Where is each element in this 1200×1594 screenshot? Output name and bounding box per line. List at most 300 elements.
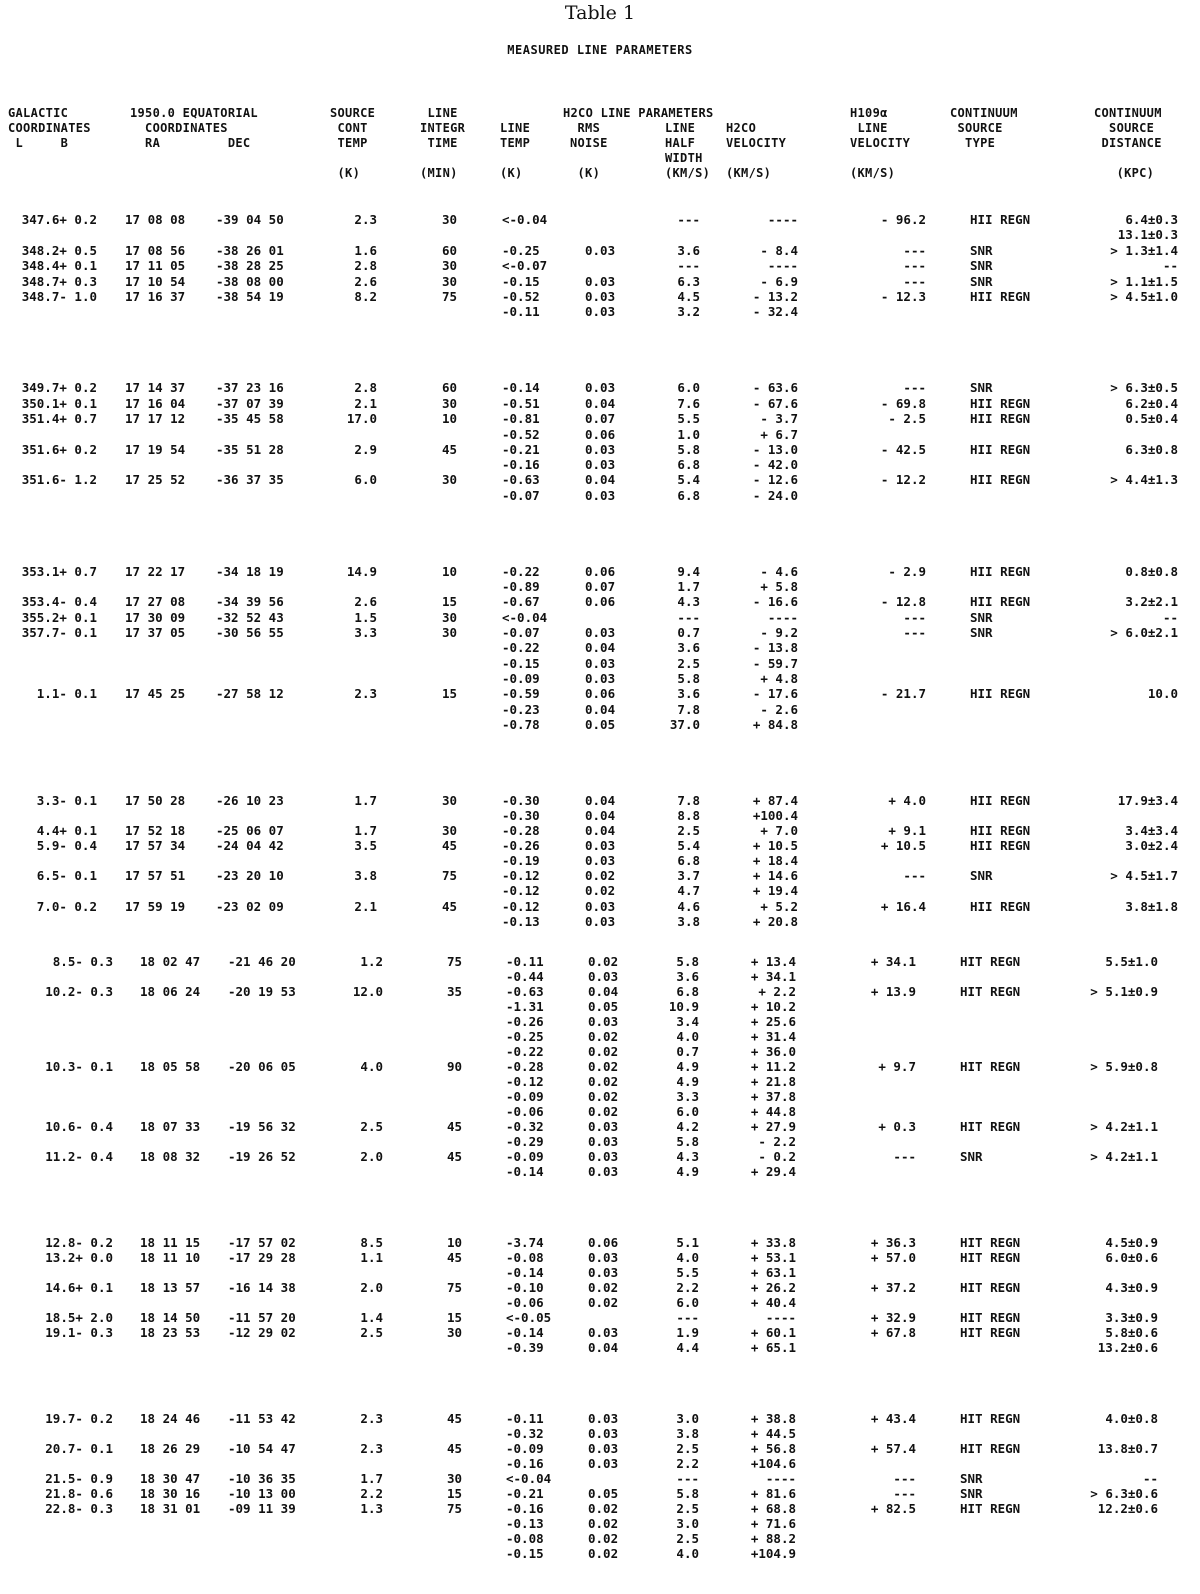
h109-velocity-cell: + 32.9 <box>870 1310 916 1325</box>
rms-noise-cell: 0.06 <box>585 686 616 701</box>
integration-time-cell: 45 <box>441 838 457 853</box>
line-temp-cell: -0.07 <box>502 625 540 640</box>
h109-velocity-cell: + 13.9 <box>870 984 916 999</box>
continuum-distance-cell: 3.0±2.4 <box>1125 838 1178 853</box>
rms-noise-cell: 0.02 <box>588 1059 619 1074</box>
ra-cell: 17 14 37 <box>125 380 186 395</box>
galactic-coordinates-cell: 12.8- 0.2 <box>45 1235 113 1250</box>
line-temp-cell: -0.07 <box>502 488 540 503</box>
h109-velocity-cell: --- <box>903 258 926 273</box>
h2co-velocity-cell: - 13.8 <box>752 640 798 655</box>
dec-cell: -09 11 39 <box>228 1501 296 1516</box>
line-temp-cell: -0.12 <box>502 883 540 898</box>
integration-time-cell: 30 <box>441 610 457 625</box>
continuum-type-cell: SNR <box>970 274 993 289</box>
h2co-velocity-cell: + 21.8 <box>750 1074 796 1089</box>
galactic-coordinates-cell: 348.7+ 0.3 <box>21 274 97 289</box>
h2co-velocity-cell: ---- <box>767 258 798 273</box>
line-temp-cell: -0.44 <box>506 969 544 984</box>
integration-time-cell: 30 <box>441 625 457 640</box>
half-width-cell: 2.2 <box>676 1456 699 1471</box>
line-temp-cell: <-0.04 <box>502 610 548 625</box>
ra-cell: 17 16 04 <box>125 396 186 411</box>
h109-velocity-cell: --- <box>903 243 926 258</box>
half-width-cell: 7.8 <box>677 793 700 808</box>
half-width-cell: 5.5 <box>677 411 700 426</box>
h109-velocity-cell: --- <box>893 1486 916 1501</box>
rms-noise-cell: 0.03 <box>588 1411 619 1426</box>
line-temp-cell: -0.11 <box>506 1411 544 1426</box>
ra-cell: 17 59 19 <box>125 899 186 914</box>
continuum-distance-cell: > 5.9±0.8 <box>1090 1059 1158 1074</box>
half-width-cell: 1.0 <box>677 427 700 442</box>
ra-cell: 18 07 33 <box>140 1119 201 1134</box>
integration-time-cell: 45 <box>441 899 457 914</box>
h109-velocity-cell: --- <box>903 380 926 395</box>
line-temp-cell: -0.30 <box>502 808 540 823</box>
continuum-type-cell: HII REGN <box>970 564 1031 579</box>
rms-noise-cell: 0.03 <box>588 1014 619 1029</box>
header-line-temp: LINE TEMP (K) <box>500 121 531 180</box>
dec-cell: -23 02 09 <box>216 899 284 914</box>
rms-noise-cell: 0.02 <box>588 1029 619 1044</box>
rms-noise-cell: 0.02 <box>588 1501 619 1516</box>
galactic-coordinates-cell: 348.2+ 0.5 <box>21 243 97 258</box>
rms-noise-cell: 0.06 <box>585 427 616 442</box>
continuum-type-cell: SNR <box>970 258 993 273</box>
integration-time-cell: 35 <box>446 984 462 999</box>
half-width-cell: 4.3 <box>677 594 700 609</box>
line-temp-cell: -0.39 <box>506 1340 544 1355</box>
line-temp-cell: <-0.05 <box>506 1310 552 1325</box>
line-temp-cell: -0.26 <box>502 838 540 853</box>
h2co-velocity-cell: + 87.4 <box>752 793 798 808</box>
source-cont-temp-cell: 1.2 <box>360 954 383 969</box>
rms-noise-cell: 0.03 <box>585 853 616 868</box>
h2co-velocity-cell: - 16.6 <box>752 594 798 609</box>
continuum-type-cell: HIT REGN <box>960 1059 1021 1074</box>
source-cont-temp-cell: 2.1 <box>354 899 377 914</box>
half-width-cell: 5.8 <box>676 1134 699 1149</box>
h2co-velocity-cell: + 38.8 <box>750 1411 796 1426</box>
galactic-coordinates-cell: 18.5+ 2.0 <box>45 1310 113 1325</box>
ra-cell: 17 45 25 <box>125 686 186 701</box>
dec-cell: -37 23 16 <box>216 380 284 395</box>
source-cont-temp-cell: 6.0 <box>354 472 377 487</box>
half-width-cell: 5.5 <box>676 1265 699 1280</box>
continuum-distance-cell: > 4.2±1.1 <box>1090 1119 1158 1134</box>
h2co-velocity-cell: - 2.2 <box>758 1134 796 1149</box>
integration-time-cell: 15 <box>446 1486 462 1501</box>
header-galactic-coordinates: GALACTIC COORDINATES L B <box>8 106 91 150</box>
h2co-velocity-cell: + 33.8 <box>750 1235 796 1250</box>
half-width-cell: 3.3 <box>676 1089 699 1104</box>
line-temp-cell: -0.25 <box>502 243 540 258</box>
dec-cell: -38 26 01 <box>216 243 284 258</box>
integration-time-cell: 75 <box>446 1280 462 1295</box>
rms-noise-cell: 0.02 <box>588 1516 619 1531</box>
dec-cell: -17 29 28 <box>228 1250 296 1265</box>
header-h109-line-velocity: H109α LINE VELOCITY (KM/S) <box>850 106 911 180</box>
dec-cell: -35 51 28 <box>216 442 284 457</box>
half-width-cell: 4.5 <box>677 289 700 304</box>
rms-noise-cell: 0.03 <box>588 1426 619 1441</box>
line-temp-cell: -0.21 <box>506 1486 544 1501</box>
continuum-distance-cell: 12.2±0.6 <box>1097 1501 1158 1516</box>
h109-velocity-cell: + 57.0 <box>870 1250 916 1265</box>
line-temp-cell: -0.22 <box>502 564 540 579</box>
continuum-distance-cell: -- <box>1162 258 1178 273</box>
source-cont-temp-cell: 2.8 <box>354 380 377 395</box>
integration-time-cell: 10 <box>446 1235 462 1250</box>
h109-velocity-cell: + 34.1 <box>870 954 916 969</box>
line-temp-cell: -0.12 <box>506 1074 544 1089</box>
integration-time-cell: 10 <box>441 564 457 579</box>
continuum-distance-cell: -- <box>1162 610 1178 625</box>
half-width-cell: 4.9 <box>676 1164 699 1179</box>
half-width-cell: 7.6 <box>677 396 700 411</box>
source-cont-temp-cell: 2.0 <box>360 1149 383 1164</box>
source-cont-temp-cell: 3.3 <box>354 625 377 640</box>
line-temp-cell: -0.09 <box>506 1149 544 1164</box>
h2co-velocity-cell: + 36.0 <box>750 1044 796 1059</box>
integration-time-cell: 30 <box>441 258 457 273</box>
header-line-integr-time: LINE INTEGR TIME (MIN) <box>420 106 466 180</box>
h2co-velocity-cell: + 53.1 <box>750 1250 796 1265</box>
half-width-cell: 3.6 <box>676 969 699 984</box>
galactic-coordinates-cell: 348.7- 1.0 <box>21 289 97 304</box>
line-temp-cell: -0.15 <box>502 274 540 289</box>
h2co-velocity-cell: + 44.5 <box>750 1426 796 1441</box>
half-width-cell: 2.5 <box>676 1501 699 1516</box>
h2co-velocity-cell: + 31.4 <box>750 1029 796 1044</box>
h2co-velocity-cell: + 84.8 <box>752 717 798 732</box>
rms-noise-cell: 0.03 <box>585 488 616 503</box>
rms-noise-cell: 0.03 <box>588 1164 619 1179</box>
continuum-distance-cell: 6.2±0.4 <box>1125 396 1178 411</box>
half-width-cell: 0.7 <box>676 1044 699 1059</box>
line-temp-cell: <-0.04 <box>502 212 548 227</box>
ra-cell: 17 57 51 <box>125 868 186 883</box>
integration-time-cell: 45 <box>446 1441 462 1456</box>
h2co-velocity-cell: - 42.0 <box>752 457 798 472</box>
h2co-velocity-cell: + 20.8 <box>752 914 798 929</box>
continuum-type-cell: HII REGN <box>970 838 1031 853</box>
line-temp-cell: -0.21 <box>502 442 540 457</box>
continuum-type-cell: SNR <box>970 610 993 625</box>
h2co-velocity-cell: + 71.6 <box>750 1516 796 1531</box>
half-width-cell: 2.5 <box>677 656 700 671</box>
line-temp-cell: -0.14 <box>506 1164 544 1179</box>
continuum-type-cell: HII REGN <box>970 212 1031 227</box>
source-cont-temp-cell: 8.2 <box>354 289 377 304</box>
header-h2co-velocity: H2CO VELOCITY (KM/S) <box>726 121 787 180</box>
dec-cell: -24 04 42 <box>216 838 284 853</box>
source-cont-temp-cell: 2.0 <box>360 1280 383 1295</box>
h2co-velocity-cell: + 26.2 <box>750 1280 796 1295</box>
header-continuum-source-distance: CONTINUUM SOURCE DISTANCE (KPC) <box>1094 106 1162 180</box>
h2co-velocity-cell: + 34.1 <box>750 969 796 984</box>
half-width-cell: 5.4 <box>677 838 700 853</box>
h109-velocity-cell: + 43.4 <box>870 1411 916 1426</box>
continuum-type-cell: HII REGN <box>970 396 1031 411</box>
line-temp-cell: -0.11 <box>502 304 540 319</box>
half-width-cell: 3.6 <box>677 640 700 655</box>
line-temp-cell: -1.31 <box>506 999 544 1014</box>
h2co-velocity-cell: - 12.6 <box>752 472 798 487</box>
source-cont-temp-cell: 1.3 <box>360 1501 383 1516</box>
integration-time-cell: 30 <box>441 793 457 808</box>
continuum-type-cell: HII REGN <box>970 793 1031 808</box>
half-width-cell: 2.5 <box>676 1531 699 1546</box>
ra-cell: 18 31 01 <box>140 1501 201 1516</box>
rms-noise-cell: 0.03 <box>585 243 616 258</box>
line-temp-cell: -0.63 <box>502 472 540 487</box>
galactic-coordinates-cell: 349.7+ 0.2 <box>21 380 97 395</box>
h109-velocity-cell: --- <box>893 1149 916 1164</box>
integration-time-cell: 30 <box>441 212 457 227</box>
half-width-cell: 4.0 <box>676 1546 699 1561</box>
galactic-coordinates-cell: 10.2- 0.3 <box>45 984 113 999</box>
h2co-velocity-cell: + 14.6 <box>752 868 798 883</box>
h2co-velocity-cell: + 88.2 <box>750 1531 796 1546</box>
line-temp-cell: -0.22 <box>506 1044 544 1059</box>
continuum-distance-cell: 4.3±0.9 <box>1105 1280 1158 1295</box>
integration-time-cell: 45 <box>446 1250 462 1265</box>
h109-velocity-cell: --- <box>903 625 926 640</box>
dec-cell: -38 54 19 <box>216 289 284 304</box>
h2co-velocity-cell: + 65.1 <box>750 1340 796 1355</box>
half-width-cell: 4.7 <box>677 883 700 898</box>
rms-noise-cell: 0.05 <box>588 1486 619 1501</box>
h2co-velocity-cell: - 2.6 <box>760 702 798 717</box>
h2co-velocity-cell: + 40.4 <box>750 1295 796 1310</box>
galactic-coordinates-cell: 10.6- 0.4 <box>45 1119 113 1134</box>
integration-time-cell: 75 <box>441 289 457 304</box>
half-width-cell: 5.8 <box>677 671 700 686</box>
continuum-type-cell: SNR <box>960 1471 983 1486</box>
dec-cell: -35 45 58 <box>216 411 284 426</box>
continuum-distance-cell: > 4.5±1.0 <box>1110 289 1178 304</box>
h2co-velocity-cell: - 6.9 <box>760 274 798 289</box>
half-width-cell: 10.9 <box>668 999 699 1014</box>
source-cont-temp-cell: 1.7 <box>360 1471 383 1486</box>
galactic-coordinates-cell: 353.4- 0.4 <box>21 594 97 609</box>
ra-cell: 18 24 46 <box>140 1411 201 1426</box>
source-cont-temp-cell: 2.3 <box>360 1411 383 1426</box>
h109-velocity-cell: + 9.1 <box>888 823 926 838</box>
h2co-velocity-cell: + 27.9 <box>750 1119 796 1134</box>
continuum-distance-cell: 0.8±0.8 <box>1125 564 1178 579</box>
galactic-coordinates-cell: 347.6+ 0.2 <box>21 212 97 227</box>
line-temp-cell: -0.14 <box>502 380 540 395</box>
line-temp-cell: -0.09 <box>506 1441 544 1456</box>
continuum-distance-cell: 13.8±0.7 <box>1097 1441 1158 1456</box>
rms-noise-cell: 0.03 <box>588 1149 619 1164</box>
h109-velocity-cell: - 96.2 <box>880 212 926 227</box>
line-temp-cell: -0.30 <box>502 793 540 808</box>
rms-noise-cell: 0.04 <box>585 472 616 487</box>
integration-time-cell: 30 <box>441 472 457 487</box>
continuum-type-cell: SNR <box>970 243 993 258</box>
h2co-velocity-cell: + 5.2 <box>760 899 798 914</box>
line-temp-cell: -0.19 <box>502 853 540 868</box>
dec-cell: -11 57 20 <box>228 1310 296 1325</box>
rms-noise-cell: 0.03 <box>588 1456 619 1471</box>
header-line-half-width: LINE HALF WIDTH (KM/S) <box>665 121 711 180</box>
continuum-distance-cell: 4.5±0.9 <box>1105 1235 1158 1250</box>
dec-cell: -25 06 07 <box>216 823 284 838</box>
integration-time-cell: 10 <box>441 411 457 426</box>
rms-noise-cell: 0.04 <box>588 1340 619 1355</box>
h109-velocity-cell: - 12.8 <box>880 594 926 609</box>
galactic-coordinates-cell: 19.1- 0.3 <box>45 1325 113 1340</box>
half-width-cell: 4.2 <box>676 1119 699 1134</box>
half-width-cell: 6.8 <box>677 488 700 503</box>
rms-noise-cell: 0.02 <box>588 1295 619 1310</box>
h2co-velocity-cell: - 13.0 <box>752 442 798 457</box>
continuum-distance-cell: 6.3±0.8 <box>1125 442 1178 457</box>
h2co-velocity-cell: + 18.4 <box>752 853 798 868</box>
ra-cell: 17 50 28 <box>125 793 186 808</box>
source-cont-temp-cell: 1.7 <box>354 823 377 838</box>
half-width-cell: 4.9 <box>676 1074 699 1089</box>
h2co-velocity-cell: + 11.2 <box>750 1059 796 1074</box>
galactic-coordinates-cell: 351.4+ 0.7 <box>21 411 97 426</box>
rms-noise-cell: 0.02 <box>588 1104 619 1119</box>
dec-cell: -17 57 02 <box>228 1235 296 1250</box>
h2co-velocity-cell: + 29.4 <box>750 1164 796 1179</box>
rms-noise-cell: 0.07 <box>585 411 616 426</box>
h109-velocity-cell: - 2.9 <box>888 564 926 579</box>
galactic-coordinates-cell: 350.1+ 0.1 <box>21 396 97 411</box>
line-temp-cell: -0.12 <box>502 899 540 914</box>
h109-velocity-cell: - 21.7 <box>880 686 926 701</box>
h2co-velocity-cell: ---- <box>767 212 798 227</box>
galactic-coordinates-cell: 8.5- 0.3 <box>52 954 113 969</box>
half-width-cell: 4.6 <box>677 899 700 914</box>
continuum-type-cell: SNR <box>970 625 993 640</box>
line-temp-cell: -0.51 <box>502 396 540 411</box>
h109-velocity-cell: --- <box>903 868 926 883</box>
continuum-distance-cell: 4.0±0.8 <box>1105 1411 1158 1426</box>
source-cont-temp-cell: 2.3 <box>354 686 377 701</box>
continuum-distance-cell: > 6.3±0.5 <box>1110 380 1178 395</box>
integration-time-cell: 75 <box>446 954 462 969</box>
h109-velocity-cell: + 67.8 <box>870 1325 916 1340</box>
rms-noise-cell: 0.05 <box>585 717 616 732</box>
rms-noise-cell: 0.03 <box>585 289 616 304</box>
dec-cell: -23 20 10 <box>216 868 284 883</box>
integration-time-cell: 15 <box>441 686 457 701</box>
line-temp-cell: <-0.04 <box>506 1471 552 1486</box>
half-width-cell: 3.2 <box>677 304 700 319</box>
rms-noise-cell: 0.04 <box>588 984 619 999</box>
continuum-distance-cell: 3.4±3.4 <box>1125 823 1178 838</box>
header-source-cont-temp: SOURCE CONT TEMP (K) <box>330 106 376 180</box>
header-continuum-source-type: CONTINUUM SOURCE TYPE <box>950 106 1018 150</box>
source-cont-temp-cell: 3.8 <box>354 868 377 883</box>
dec-cell: -10 13 00 <box>228 1486 296 1501</box>
continuum-type-cell: HII REGN <box>970 823 1031 838</box>
integration-time-cell: 90 <box>446 1059 462 1074</box>
h2co-velocity-cell: + 7.0 <box>760 823 798 838</box>
dec-cell: -10 36 35 <box>228 1471 296 1486</box>
half-width-cell: 3.8 <box>677 914 700 929</box>
continuum-distance-cell: 6.0±0.6 <box>1105 1250 1158 1265</box>
continuum-distance-cell: 5.5±1.0 <box>1105 954 1158 969</box>
continuum-distance-cell: > 4.4±1.3 <box>1110 472 1178 487</box>
continuum-distance-cell: > 4.2±1.1 <box>1090 1149 1158 1164</box>
h109-velocity-cell: - 42.5 <box>880 442 926 457</box>
ra-cell: 18 11 10 <box>140 1250 201 1265</box>
h2co-velocity-cell: - 59.7 <box>752 656 798 671</box>
rms-noise-cell: 0.03 <box>585 380 616 395</box>
rms-noise-cell: 0.03 <box>588 1250 619 1265</box>
rms-noise-cell: 0.03 <box>585 899 616 914</box>
ra-cell: 17 17 12 <box>125 411 186 426</box>
integration-time-cell: 30 <box>441 274 457 289</box>
continuum-type-cell: HIT REGN <box>960 1235 1021 1250</box>
half-width-cell: --- <box>677 258 700 273</box>
rms-noise-cell: 0.04 <box>585 793 616 808</box>
half-width-cell: 3.0 <box>676 1411 699 1426</box>
rms-noise-cell: 0.03 <box>585 274 616 289</box>
integration-time-cell: 45 <box>446 1149 462 1164</box>
rms-noise-cell: 0.03 <box>585 625 616 640</box>
continuum-distance-cell: 5.8±0.6 <box>1105 1325 1158 1340</box>
continuum-type-cell: HII REGN <box>970 686 1031 701</box>
integration-time-cell: 75 <box>441 868 457 883</box>
continuum-type-cell: HII REGN <box>970 411 1031 426</box>
source-cont-temp-cell: 2.5 <box>360 1119 383 1134</box>
ra-cell: 17 30 09 <box>125 610 186 625</box>
continuum-distance-cell: 13.2±0.6 <box>1097 1340 1158 1355</box>
galactic-coordinates-cell: 357.7- 0.1 <box>21 625 97 640</box>
dec-cell: -16 14 38 <box>228 1280 296 1295</box>
galactic-coordinates-cell: 6.5- 0.1 <box>36 868 97 883</box>
h2co-velocity-cell: + 63.1 <box>750 1265 796 1280</box>
source-cont-temp-cell: 3.5 <box>354 838 377 853</box>
half-width-cell: 4.9 <box>676 1059 699 1074</box>
rms-noise-cell: 0.03 <box>585 914 616 929</box>
half-width-cell: 3.6 <box>677 686 700 701</box>
rms-noise-cell: 0.02 <box>588 1089 619 1104</box>
dec-cell: -21 46 20 <box>228 954 296 969</box>
half-width-cell: 6.0 <box>677 380 700 395</box>
h2co-velocity-cell: - 24.0 <box>752 488 798 503</box>
dec-cell: -39 04 50 <box>216 212 284 227</box>
galactic-coordinates-cell: 3.3- 0.1 <box>36 793 97 808</box>
ra-cell: 18 14 50 <box>140 1310 201 1325</box>
h109-velocity-cell: - 2.5 <box>888 411 926 426</box>
h2co-velocity-cell: + 60.1 <box>750 1325 796 1340</box>
galactic-coordinates-cell: 21.5- 0.9 <box>45 1471 113 1486</box>
galactic-coordinates-cell: 348.4+ 0.1 <box>21 258 97 273</box>
ra-cell: 17 27 08 <box>125 594 186 609</box>
source-cont-temp-cell: 2.6 <box>354 594 377 609</box>
ra-cell: 17 52 18 <box>125 823 186 838</box>
continuum-distance-cell: > 1.3±1.4 <box>1110 243 1178 258</box>
line-temp-cell: -0.23 <box>502 702 540 717</box>
continuum-distance-cell: 13.1±0.3 <box>1117 227 1178 242</box>
h109-velocity-cell: --- <box>893 1471 916 1486</box>
rms-noise-cell: 0.03 <box>585 442 616 457</box>
galactic-coordinates-cell: 22.8- 0.3 <box>45 1501 113 1516</box>
half-width-cell: 1.9 <box>676 1325 699 1340</box>
h2co-velocity-cell: - 3.7 <box>760 411 798 426</box>
dec-cell: -32 52 43 <box>216 610 284 625</box>
